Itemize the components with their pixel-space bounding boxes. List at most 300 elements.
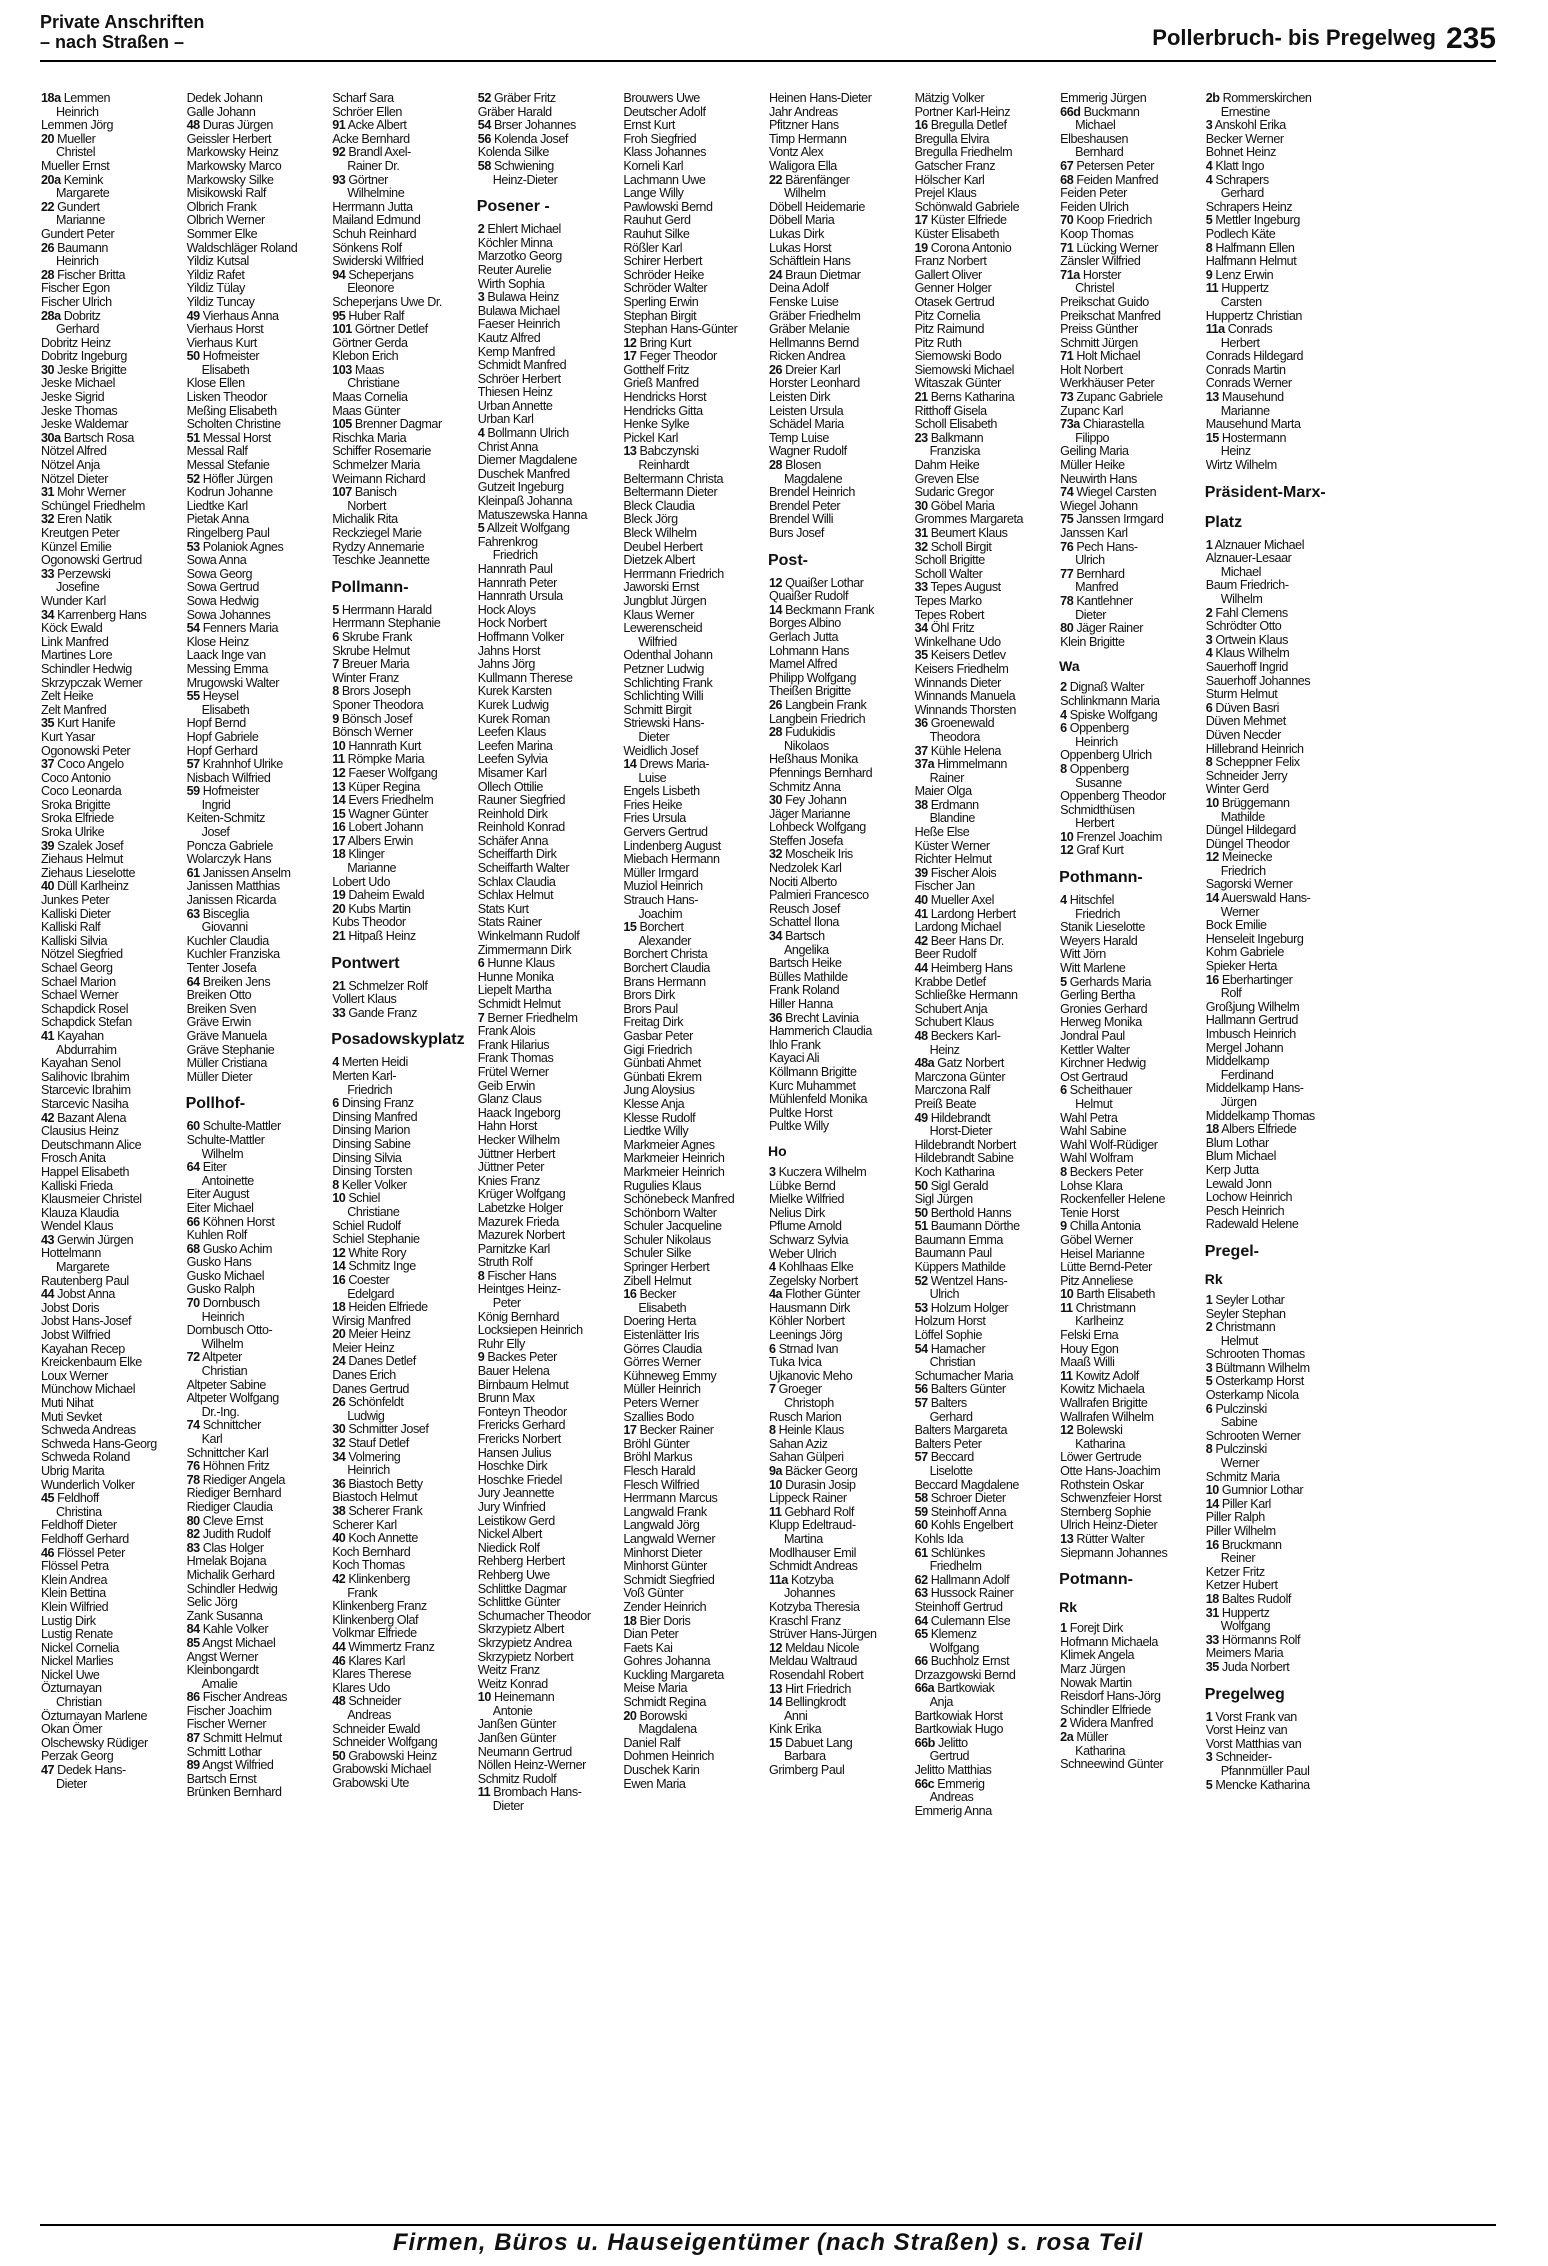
resident-entry (1205, 851, 1351, 865)
resident-name: Kurek Ludwig (477, 697, 549, 712)
resident-name: Markmeier Agnes (623, 1137, 715, 1152)
resident-entry (331, 1641, 477, 1655)
house-number: 53 (914, 1300, 928, 1315)
resident-entry (622, 962, 768, 976)
resident-entry (622, 310, 768, 324)
resident-entry (914, 432, 1060, 446)
resident-name: Christ Anna (477, 439, 538, 454)
house-number: 82 (186, 1527, 200, 1542)
resident-name: Hausmann Dirk (768, 1300, 850, 1315)
resident-name: Kirchner Hedwig (1060, 1056, 1146, 1071)
resident-name: Schmidt Siegfried (623, 1572, 715, 1587)
house-number: 3 (768, 1164, 776, 1179)
resident-entry (331, 554, 477, 568)
resident-name: Nickel Marlies (41, 1654, 114, 1669)
resident-name: Beer Hans Dr. (930, 933, 1004, 948)
resident-name: Heinle Klaus (778, 1423, 844, 1438)
resident-entry (477, 1474, 623, 1488)
street-heading: Pothmann- (1059, 869, 1143, 887)
resident-entry (914, 1737, 1060, 1751)
resident-entry (477, 481, 623, 495)
resident-name: Perzak Georg (41, 1749, 114, 1764)
resident-entry (40, 1234, 186, 1248)
resident-name: Happel Elisabeth (41, 1164, 130, 1179)
resident-entry (40, 853, 186, 867)
resident-name: Hamacher (930, 1341, 986, 1356)
resident-entry (622, 160, 768, 174)
resident-entry (914, 106, 1060, 120)
resident-entry (40, 1125, 186, 1139)
resident-name: Klesse Rudolf (623, 1110, 696, 1125)
resident-entry (1205, 933, 1351, 947)
resident-entry (186, 255, 332, 269)
resident-name: Winnands Dieter (914, 675, 1001, 690)
house-number: 7 (332, 657, 339, 672)
resident-name: Coco Angelo (57, 757, 124, 772)
entry-continuation (1205, 296, 1351, 310)
resident-entry (914, 541, 1060, 555)
house-number: 49 (914, 1110, 928, 1125)
resident-name: Klatt Ingo (1215, 158, 1265, 173)
resident-entry (477, 590, 623, 604)
resident-name: Herrmann Friedrich (623, 566, 724, 581)
resident-name: Coco Antonio (41, 770, 111, 785)
resident-name: Lisken Theodor (186, 390, 267, 405)
resident-name: Dieter (492, 1799, 524, 1814)
resident-name: Hofmeister (202, 784, 260, 799)
resident-name: Fries Heike (623, 797, 683, 812)
house-number: 59 (914, 1504, 928, 1519)
resident-entry (914, 595, 1060, 609)
resident-name: Middelkamp Hans- (1205, 1081, 1304, 1096)
resident-name: Feiden Ulrich (1060, 199, 1129, 214)
resident-entry (914, 1193, 1060, 1207)
entry-continuation (331, 1587, 477, 1601)
house-number: 73 (1060, 390, 1074, 405)
house-number: 86 (186, 1690, 200, 1705)
resident-name: Sroka Ulrike (41, 825, 105, 840)
resident-entry (622, 1778, 768, 1792)
resident-entry (186, 595, 332, 609)
house-number: 13 (768, 1681, 783, 1696)
resident-entry (768, 1275, 914, 1289)
resident-name: Hofmeister (202, 349, 260, 364)
resident-entry (40, 1655, 186, 1669)
entry-continuation (622, 459, 768, 473)
resident-name: Edelgard (347, 1286, 394, 1301)
resident-name: Ricken Andrea (768, 349, 846, 364)
resident-name: Gerhard (56, 322, 100, 337)
resident-entry (477, 1460, 623, 1474)
resident-entry (914, 554, 1060, 568)
entry-continuation (768, 1533, 914, 1547)
resident-entry (914, 1451, 1060, 1465)
house-number: 23 (914, 430, 928, 445)
entry-continuation (331, 862, 477, 876)
resident-name: Tenie Horst (1060, 1205, 1119, 1220)
resident-entry (186, 1161, 332, 1175)
resident-name: Siemowski Bodo (914, 349, 1002, 364)
resident-name: Korneli Karl (623, 158, 684, 173)
resident-entry (914, 201, 1060, 215)
resident-name: Jeske Brigitte (57, 362, 127, 377)
resident-entry (914, 1438, 1060, 1452)
resident-entry (477, 1528, 623, 1542)
resident-entry (477, 1651, 623, 1665)
house-number: 8 (1060, 1164, 1067, 1179)
resident-name: Ulrich (929, 1287, 960, 1302)
entry-continuation (477, 174, 623, 188)
entry-continuation (186, 704, 332, 718)
resident-name: Deina Adolf (768, 281, 829, 296)
resident-entry (1059, 1424, 1205, 1438)
house-number: 78 (1060, 593, 1074, 608)
resident-name: Köllmann Brigitte (768, 1064, 857, 1079)
entry-continuation (331, 160, 477, 174)
resident-entry (622, 758, 768, 772)
resident-entry (1059, 989, 1205, 1003)
resident-name: Döbell Heidemarie (768, 199, 865, 214)
house-number: 60 (186, 1119, 200, 1134)
resident-entry (40, 1207, 186, 1221)
resident-name: Rosendahl Robert (768, 1667, 864, 1682)
resident-entry (40, 1397, 186, 1411)
house-number: 44 (332, 1639, 346, 1654)
house-number: 17 (623, 349, 637, 364)
resident-entry (768, 1261, 914, 1275)
resident-entry (186, 1134, 332, 1148)
resident-entry (1059, 1207, 1205, 1221)
resident-name: Dinsing Torsten (332, 1164, 413, 1179)
resident-name: Breiken Otto (186, 988, 252, 1003)
resident-name: Andreas (929, 1790, 974, 1805)
resident-entry (1059, 844, 1205, 858)
resident-name: Vorst Heinz van (1205, 1723, 1288, 1738)
resident-name: Öhl Fritz (930, 621, 975, 636)
entry-continuation (1205, 1069, 1351, 1083)
resident-name: Marzotko Georg (477, 249, 562, 264)
resident-name: Preiss Günther (1060, 322, 1138, 337)
resident-entry (40, 1247, 186, 1261)
resident-name: Dian Peter (623, 1627, 679, 1642)
resident-entry (1059, 1084, 1205, 1098)
resident-name: Pitz Anneliese (1060, 1273, 1133, 1288)
resident-name: Düven Necder (1205, 727, 1281, 742)
resident-entry (914, 1234, 1060, 1248)
resident-entry (914, 1547, 1060, 1561)
resident-name: Marianne (56, 213, 105, 228)
resident-name: Winter Franz (332, 670, 399, 685)
resident-entry (40, 690, 186, 704)
entry-continuation (40, 106, 186, 120)
resident-entry (1059, 391, 1205, 405)
resident-name: Stats Kurt (477, 901, 529, 916)
district-marker: Wa (1059, 658, 1080, 675)
resident-name: Dobritz (63, 308, 101, 323)
resident-name: Rischka Maria (332, 430, 407, 445)
house-number: 4 (477, 426, 485, 441)
house-number: 107 (332, 485, 352, 500)
resident-name: Blum Lothar (1205, 1135, 1269, 1150)
resident-name: Nötzel Siegfried (41, 947, 123, 962)
resident-entry (477, 454, 623, 468)
resident-entry (768, 1723, 914, 1737)
resident-entry (768, 1696, 914, 1710)
resident-entry (477, 1759, 623, 1773)
resident-name: Schröder Heike (623, 267, 704, 282)
resident-name: Klose Heinz (186, 634, 249, 649)
resident-name: Frericks Norbert (477, 1432, 561, 1446)
resident-name: Yildiz Tuncay (186, 294, 255, 309)
resident-entry (768, 998, 914, 1012)
resident-entry (768, 146, 914, 160)
resident-name: Olbrich Werner (186, 213, 265, 228)
resident-entry (1205, 1738, 1351, 1752)
resident-entry (1059, 1547, 1205, 1561)
resident-entry (622, 1261, 768, 1275)
resident-name: Mrugowski Walter (186, 675, 279, 690)
resident-name: Hildebrandt (930, 1110, 991, 1125)
resident-entry (1205, 579, 1351, 593)
resident-name: Christina (56, 1504, 102, 1519)
resident-name: Rautenberg Paul (41, 1273, 129, 1288)
house-number: 48 (332, 1694, 346, 1709)
resident-entry (914, 187, 1060, 201)
resident-entry (40, 1275, 186, 1289)
house-number: 74 (1060, 485, 1074, 500)
resident-name: Siepmann Johannes (1060, 1545, 1168, 1560)
resident-entry (622, 1356, 768, 1370)
resident-entry (477, 1379, 623, 1393)
resident-entry (477, 1283, 623, 1297)
resident-entry (622, 609, 768, 623)
resident-name: Froh Siegfried (623, 131, 697, 146)
house-number: 8 (768, 1423, 776, 1438)
resident-name: Lenz Erwin (1215, 267, 1274, 282)
resident-entry (477, 1080, 623, 1094)
resident-name: Schapdick Stefan (41, 1015, 132, 1030)
resident-name: Kohlhaas Elke (778, 1260, 854, 1275)
resident-name: Magdalena (638, 1722, 697, 1737)
resident-name: Haack Ingeborg (477, 1105, 561, 1120)
resident-entry (186, 486, 332, 500)
house-number: 50 (914, 1178, 928, 1193)
resident-entry (914, 1710, 1060, 1724)
resident-name: Moscheik Iris (785, 847, 853, 862)
house-number: 13 (623, 444, 637, 459)
resident-name: Messal Horst (202, 430, 271, 445)
resident-name: Spiske Wolfgang (1069, 707, 1158, 722)
resident-entry (477, 767, 623, 781)
house-number: 8 (332, 684, 339, 699)
resident-name: Jaworski Ernst (623, 580, 699, 595)
resident-entry (477, 1093, 623, 1107)
resident-entry (768, 133, 914, 147)
house-number: 13 (1060, 1531, 1074, 1546)
resident-name: Friedrich (1075, 906, 1121, 921)
resident-name: Nickel Cornelia (41, 1640, 119, 1655)
resident-entry (1059, 804, 1205, 818)
house-number: 41 (914, 906, 928, 921)
resident-name: Seyler Lothar (1215, 1292, 1285, 1307)
resident-name: Sowa Georg (186, 566, 253, 581)
resident-name: Lohmann Hans (768, 643, 849, 658)
resident-name: Markmeier Heinrich (623, 1151, 725, 1166)
resident-name: Wallrafen Brigitte (1060, 1396, 1148, 1411)
resident-name: Fries Ursula (623, 811, 686, 826)
resident-name: Schattel Ilona (768, 915, 839, 930)
resident-entry (914, 1492, 1060, 1506)
resident-name: Schlittke Günter (477, 1595, 561, 1610)
resident-entry (1059, 1057, 1205, 1071)
resident-name: Kleinbongardt (186, 1663, 259, 1678)
resident-name: Baumann Paul (914, 1246, 992, 1261)
resident-entry (40, 1003, 186, 1017)
directory-column (477, 92, 623, 2212)
resident-entry (40, 1764, 186, 1778)
resident-name: Dabuet Lang (785, 1735, 853, 1750)
resident-entry (1059, 749, 1205, 763)
resident-entry (622, 840, 768, 854)
resident-name: Frank Alois (477, 1024, 536, 1039)
resident-entry (1205, 1525, 1351, 1539)
resident-name: Brans Hermann (623, 974, 706, 989)
resident-name: Gusko Ralph (186, 1282, 255, 1297)
resident-name: Rockenfeller Helene (1060, 1192, 1166, 1207)
house-number: 3 (1205, 118, 1213, 133)
resident-entry (477, 971, 623, 985)
resident-name: Polaniok Agnes (202, 539, 284, 554)
resident-name: Jobst Doris (41, 1300, 100, 1315)
house-number: 28 (41, 267, 55, 282)
resident-entry (186, 649, 332, 663)
entry-continuation (622, 731, 768, 745)
resident-name: Gräve Stephanie (186, 1042, 275, 1057)
resident-name: Richter Helmut (914, 852, 992, 867)
resident-entry (622, 1737, 768, 1751)
house-number: 41 (41, 1028, 55, 1043)
resident-name: Schiel Stephanie (332, 1232, 420, 1247)
resident-name: Riediger Bernhard (186, 1486, 282, 1501)
resident-name: Görtner (348, 172, 388, 187)
house-number: 8 (1205, 1442, 1213, 1457)
resident-name: Kubs Martin (348, 901, 411, 916)
entry-continuation (622, 1302, 768, 1316)
resident-name: Dobritz Ingeburg (41, 349, 127, 364)
resident-name: Frericks Gerhard (477, 1418, 566, 1433)
resident-entry (40, 1016, 186, 1030)
resident-entry (768, 1220, 914, 1234)
resident-name: Ost Gertraud (1060, 1069, 1128, 1084)
resident-entry (1059, 1492, 1205, 1506)
resident-entry (40, 364, 186, 378)
resident-name: Weyers Harald (1060, 933, 1138, 948)
resident-entry (40, 228, 186, 242)
house-number: 2 (1205, 605, 1213, 620)
resident-entry (331, 418, 477, 432)
resident-entry (622, 486, 768, 500)
resident-entry (768, 916, 914, 930)
resident-name: Elisabeth (201, 362, 250, 377)
resident-entry (1059, 595, 1205, 609)
house-number: 57 (186, 757, 200, 772)
resident-entry (186, 106, 332, 120)
resident-entry (768, 1025, 914, 1039)
resident-entry (186, 310, 332, 324)
resident-name: Nickel Albert (477, 1527, 542, 1542)
resident-entry (768, 957, 914, 971)
resident-name: Jäger Marianne (768, 806, 851, 821)
house-number: 7 (477, 1010, 485, 1025)
house-number: 30a (41, 430, 61, 445)
resident-name: Schneider (348, 1694, 402, 1709)
header-street-range-text: Pollerbruch- bis Pregelweg (1152, 25, 1436, 50)
resident-name: Rusch Marion (768, 1409, 842, 1424)
resident-name: Lemmen (63, 92, 111, 105)
resident-entry (1059, 1451, 1205, 1465)
resident-entry (40, 554, 186, 568)
resident-entry (477, 563, 623, 577)
house-number: 33 (914, 580, 928, 595)
resident-entry (914, 364, 1060, 378)
resident-name: Klass Johannes (623, 145, 706, 160)
resident-entry (768, 1234, 914, 1248)
resident-name: Jäger Rainer (1076, 621, 1144, 636)
resident-entry (186, 1270, 332, 1284)
resident-entry (768, 1288, 914, 1302)
resident-name: Horst-Dieter (929, 1124, 993, 1139)
resident-entry (186, 976, 332, 990)
resident-entry (622, 269, 768, 283)
resident-name: Martina (783, 1531, 823, 1546)
resident-entry (186, 133, 332, 147)
house-number: 73a (1060, 417, 1080, 432)
resident-name: White Rory (348, 1245, 407, 1260)
resident-name: Jung Aloysius (623, 1083, 695, 1098)
resident-entry (477, 998, 623, 1012)
resident-name: Christiane (347, 1204, 400, 1219)
resident-entry (1059, 1397, 1205, 1411)
resident-name: Sternberg Sophie (1060, 1504, 1151, 1519)
resident-name: Weber Ulrich (768, 1246, 837, 1261)
house-number: 11a (768, 1572, 788, 1587)
entry-continuation (914, 1750, 1060, 1764)
resident-name: Locksiepen Heinrich (477, 1323, 583, 1338)
resident-name: Imbusch Heinrich (1205, 1027, 1296, 1041)
resident-name: Tenter Josefa (186, 961, 257, 975)
resident-name: Heinemann (493, 1690, 555, 1705)
resident-name: Mausehund (1221, 390, 1284, 405)
house-number: 36 (914, 716, 928, 731)
resident-name: Urban Annette (477, 398, 553, 413)
resident-name: Müller Heike (1060, 458, 1125, 473)
resident-name: Philipp Wolfgang (768, 670, 857, 685)
resident-name: Herrmann Harald (341, 602, 432, 617)
resident-entry (331, 1519, 477, 1533)
resident-name: Friedrich (492, 548, 538, 563)
resident-entry (768, 1248, 914, 1262)
resident-name: Piller Karl (1221, 1496, 1271, 1511)
resident-name: Scheperjans Uwe Dr. (332, 294, 442, 309)
house-number: 16 (332, 1272, 346, 1287)
resident-entry (477, 373, 623, 387)
resident-entry (622, 1615, 768, 1629)
resident-name: Bregulla Detlef (930, 118, 1007, 133)
resident-name: Susanne (1075, 775, 1122, 790)
resident-name: Ubrig Marita (41, 1463, 105, 1478)
resident-entry (622, 146, 768, 160)
resident-name: Mohr Werner (57, 485, 126, 500)
